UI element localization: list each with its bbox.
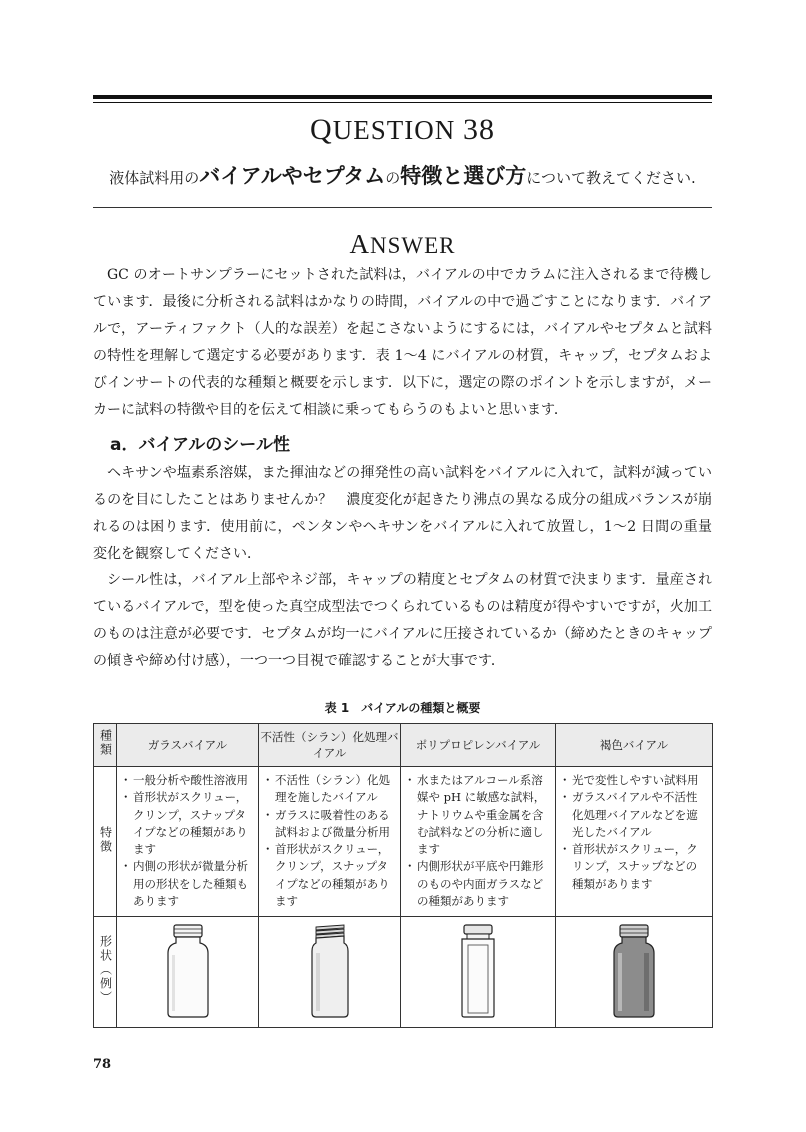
header-polypropylene-vial: ポリプロピレンバイアル <box>401 724 556 767</box>
vial-types-table <box>93 723 713 1028</box>
list-item: ・ 首形状がスクリュー，クリンプ，スナップタイプなどの種類があります <box>123 789 254 858</box>
list-item: ・ 首形状がスクリュー，クリンプ，スナップなどの種類があります <box>562 841 708 893</box>
table-header-row <box>94 724 713 767</box>
shape-polypropylene-vial <box>401 917 556 1028</box>
amber-vial-icon <box>610 923 658 1019</box>
table-caption: 表 1 バイアルの種類と概要 <box>324 701 481 715</box>
clear-glass-vial-icon <box>164 923 212 1019</box>
list-item: ・ 光で変性しやすい試料用 <box>562 772 708 789</box>
answer-paragraph-1: GC のオートサンプラーにセットされた試料は，バイアルの中でカラムに注入されるまで待機しています．最後に分析される試料はかなりの時間，バイアルの中で過ごすことになります．バイアルで，アーティファクト（人的な誤差）を起こさないようにするには，バイアルやセプタムと試料の特性を理解して選定する必要があります．表 1～4 にバイアルの材質，キャップ，セプタムおよびインサートの代表的な種類と概要を示します．以下に，選定の際のポイントを示しますが，メーカーに試料の特徴や目的を伝えて相談に乗ってもらうのもよいと思います． <box>93 267 712 418</box>
header-glass-vial: ガラスバイアル <box>117 724 259 767</box>
answer-heading: ANSWER <box>349 229 456 259</box>
row-label-features: 特徴 <box>94 767 117 917</box>
list-item: ・ 内側形状が平底や円錐形のものや内面ガラスなどの種類があります <box>407 858 551 910</box>
header-amber-vial: 褐色バイアル <box>556 724 713 767</box>
row-label-shape: 形状（例） <box>94 917 117 1028</box>
section-a-paragraph-1: ヘキサンや塩素系溶媒，また揮油などの揮発性の高い試料をバイアルに入れて，試料が減っているのを目にしたことはありませんか？ 濃度変化が起きたり沸点の異なる成分の組成バランスが崩れるのは困ります．使用前に，ペンタンやヘキサンをバイアルに入れて放置し，1～2 日間の重量変化を観察してください． <box>93 465 712 562</box>
polypropylene-vial-icon <box>454 923 502 1019</box>
list-item: ・ 内側の形状が微量分析用の形状をした種類もあります <box>123 858 254 910</box>
features-glass-vial <box>117 767 259 917</box>
list-item: ・ 一般分析や酸性溶液用 <box>123 772 254 789</box>
list-item: ・ ガラスバイアルや不活性化処理バイアルなどを遮光したバイアル <box>562 789 708 841</box>
question-subtitle: 液体試料用のバイアルやセプタムの特徴と選び方について教えてください. <box>109 164 696 188</box>
header-silanized-vial: 不活性（シラン）化処理バイアル <box>259 724 401 767</box>
table-row-shapes <box>94 917 713 1028</box>
list-item: ・ 水またはアルコール系溶媒や pH に敏感な試料，ナトリウムや重金属を含む試料などの分析に適します <box>407 772 551 858</box>
top-thin-rule <box>93 102 712 103</box>
shape-amber-vial <box>556 917 713 1028</box>
list-item: ・ ガラスに吸着性のある試料および微量分析用 <box>265 807 396 842</box>
table-corner-label: 種類 <box>94 724 117 767</box>
section-a-heading: a．バイアルのシール性 <box>110 435 290 455</box>
list-item: ・ 首形状がスクリュー，クリンプ，スナップタイプなどの種類があります <box>265 841 396 910</box>
question-number: 38 <box>462 113 495 146</box>
question-label: UESTION <box>332 115 456 145</box>
shape-glass-vial <box>117 917 259 1028</box>
list-item: ・ 不活性（シラン）化処理を施したバイアル <box>265 772 396 807</box>
features-amber-vial <box>556 767 713 917</box>
table-row-features <box>94 767 713 917</box>
section-divider <box>93 207 712 208</box>
question-heading: QUESTION 38 <box>310 113 495 146</box>
top-thick-rule <box>93 95 712 99</box>
features-polypropylene-vial <box>401 767 556 917</box>
silanized-vial-icon <box>306 923 354 1019</box>
shape-silanized-vial <box>259 917 401 1028</box>
section-a-paragraph-2: シール性は，バイアル上部やネジ部，キャップの精度とセプタムの材質で決まります．量産されているバイアルで，型を使った真空成型法でつくられているものは精度が得やすいですが，火加工のものは注意が必要です．セプタムが均一にバイアルに圧接されているか（締めたときのキャップの傾きや締め付け感），一つ一つ目視で確認することが大事です． <box>93 572 712 669</box>
features-silanized-vial <box>259 767 401 917</box>
page-number: 78 <box>93 1057 112 1072</box>
